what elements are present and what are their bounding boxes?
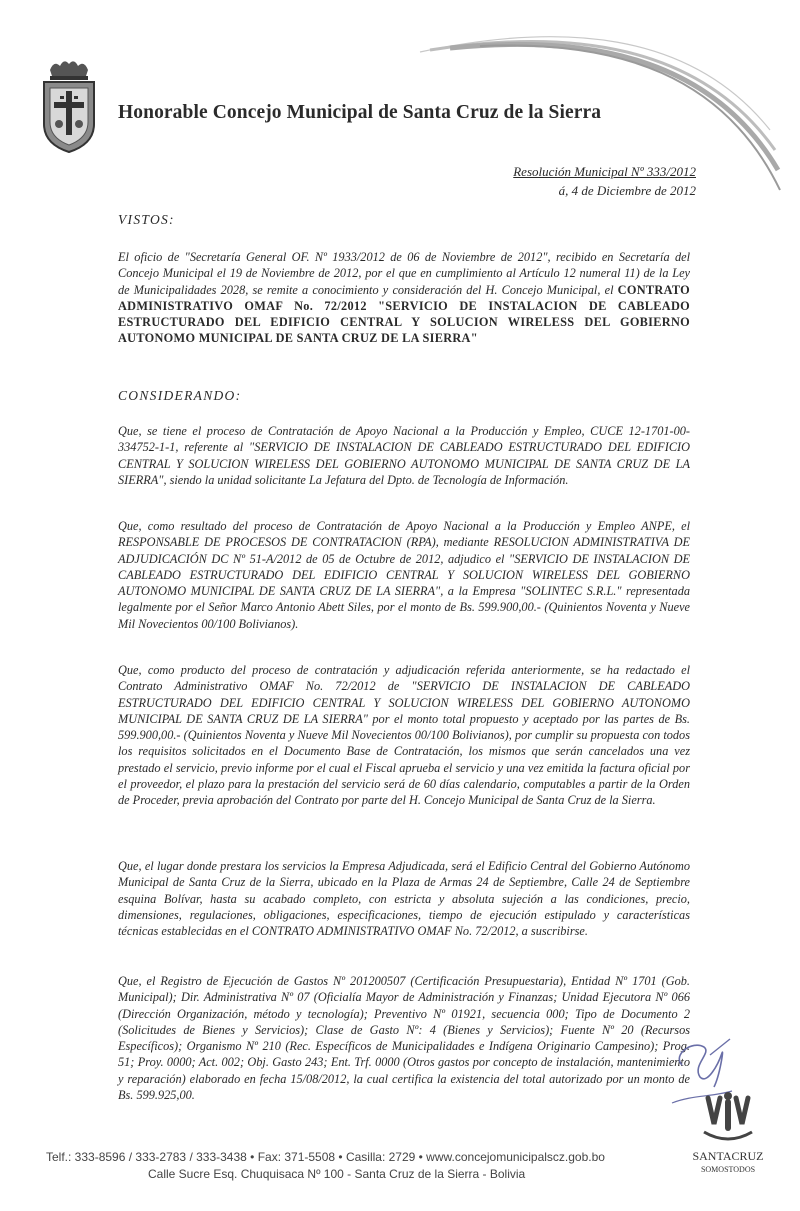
- considerando-paragraph-5: Que, el Registro de Ejecución de Gastos Nº 201200507 (Certificación Presupuestaria), Entidad Nº 1701 (Gob. Municipal); Dir. Administrativa Nº 07 (Oficialía Mayor de Administración y Finanzas; Unidad Ejecutora Nº 066 (Dirección Organización, método y tecnología); Preventivo Nº 01921, secuencia 000; Tipo de Documento 2 (Solicitudes de Bienes y Servicios); Clase de Gasto Nº: 4 (Bienes y Servicios); Fuente Nº 20 (Recursos Específicos); Organismo Nº 210 (Rec. Específicos de Municipalidades e Indígena Originario Campesino); Prog. 51; Proy. 0000; Act. 002; Obj. Gasto 243; Ent. Trf. 0000 (Otros gastos por concepto de instalación, mantenimiento y reparación) elaborado en fecha 15/08/2012, la cual certifica la existencia del total autorizado por un monto de Bs. 599.925,00.: [118, 974, 690, 1103]
- considerando-paragraph-3: Que, como producto del proceso de contratación y adjudicación referida anteriormente, se ha redactado el Contrato Administrativo OMAF No. 72/2012 de "SERVICIO DE INSTALACION DE CABLEADO ESTRUCTURADO DEL EDIFICIO CENTRAL Y SOLUCION WIRELESS DEL GOBIERNO AUTONOMO MUNICIPAL DE SANTA CRUZ DE LA SIERRA" por el monto total propuesto y aceptado por las partes de Bs. 599.900,00.- (Quinientos Noventa y Nueve Mil Novecientos 00/100 Bolivianos), por cumplir su propuesta con todos los requisitos solicitados en el Documento Base de Contratación, los mismos que serán cancelados una vez prestado el servicio, previo informe por el cual el Fiscal aprueba el servicio y una vez emitida la factura oficial por el proveedor, el plazo para la prestación del servicio será de 60 días calendario, computables a partir de la Orden de Proceder, previa aprobación del Contrato por parte del H. Concejo Municipal de Santa Cruz de la Sierra.: [118, 663, 690, 808]
- vistos-heading: VISTOS:: [118, 212, 175, 227]
- santa-cruz-logo: [690, 1088, 770, 1178]
- vistos-text: El oficio de "Secretaría General OF. Nº 1933/2012 de 06 de Noviembre de 2012", recibido en Secretaría del Concejo Municipal el 19 de Noviembre de 2012, por el que en cumplimiento al Artículo 12 numeral 11) de la Ley de Municipalidades 2028, se remite a conocimiento y consideración del H. Concejo Municipal, el: [118, 250, 690, 297]
- considerando-paragraph-4: Que, el lugar donde prestara los servicios la Empresa Adjudicada, será el Edificio Central del Gobierno Autónomo Municipal de Santa Cruz de la Sierra, ubicado en la Plaza de Armas 24 de Septiembre, Calle 24 de Septiembre esquina Bolívar, hasta su acabado completo, con estricta y absoluta sujeción a las condiciones, precio, dimensiones, regulaciones, obligaciones, especificaciones, tiempo de ejecución estipulado y características técnicas establecidas en el CONTRATO ADMINISTRATIVO OMAF No. 72/2012, a suscribirse.: [118, 859, 690, 939]
- footer-address-line: Calle Sucre Esq. Chuquisaca Nº 100 - Santa Cruz de la Sierra - Bolivia: [148, 1167, 526, 1181]
- considerando-paragraph-1: Que, se tiene el proceso de Contratación de Apoyo Nacional a la Producción y Empleo, CUCE 12-1701-00-334752-1-1, referente al "SERVICIO DE INSTALACION DE CABLEADO ESTRUCTURADO DEL EDIFICIO CENTRAL Y SOLUCION WIRELESS DEL GOBIERNO AUTONOMO MUNICIPAL DE SANTA CRUZ DE LA SIERRA", siendo la unidad solicitante La Jefatura del Dpto. de Tecnología de Información.: [118, 424, 690, 487]
- resolution-number: Resolución Municipal Nº 333/2012: [513, 164, 696, 179]
- organization-title: Honorable Concejo Municipal de Santa Cruz de la Sierra: [118, 102, 602, 123]
- contract-title-bold: CONTRATO ADMINISTRATIVO OMAF No. 72/2012 "SERVICIO DE INSTALACION DE CABLEADO ESTRUCTURADO DEL EDIFICIO CENTRAL Y SOLUCION WIRELESS DEL GOBIERNO AUTONOMO MUNICIPAL DE SANTA CRUZ DE LA SIERRA": [118, 282, 690, 346]
- logo-name: SANTACRUZ: [692, 1149, 764, 1163]
- footer-contact: [46, 1149, 605, 1183]
- footer-phone-line: Telf.: 333-8596 / 333-2783 / 333-3438 • Fax: 371-5508 • Casilla: 2729 • www.concejomunicipalscz.gob.bo: [46, 1150, 605, 1164]
- coat-of-arms-icon: [40, 58, 98, 156]
- considerando-paragraph-2: Que, como resultado del proceso de Contratación de Apoyo Nacional a la Producción y Empleo ANPE, el RESPONSABLE DE PROCESOS DE CONTRATACION (RPA), mediante RESOLUCION ADMINISTRATIVA DE ADJUDICACIÓN DC Nº 51-A/2012 de 05 de Octubre de 2012, adjudico el "SERVICIO DE INSTALACION DE CABLEADO ESTRUCTURADO DEL EDIFICIO CENTRAL Y SOLUCION WIRELESS DEL GOBIERNO AUTONOMO MUNICIPAL DE SANTA CRUZ DE LA SIERRA", a la Empresa "SOLINTEC S.R.L." representada legalmente por el Señor Marco Antonio Abett Siles, por el monto de Bs. 599.900,00.- (Quinientos Noventa y Nueve Mil Novecientos 00/100 Bolivianos).: [118, 519, 690, 631]
- considerando-heading: CONSIDERANDO:: [118, 388, 242, 403]
- resolution-block: [513, 162, 696, 200]
- logo-tagline: SOMOSTODOS: [700, 1165, 756, 1174]
- vistos-paragraph: [118, 249, 690, 347]
- resolution-date: á, 4 de Diciembre de 2012: [558, 183, 696, 198]
